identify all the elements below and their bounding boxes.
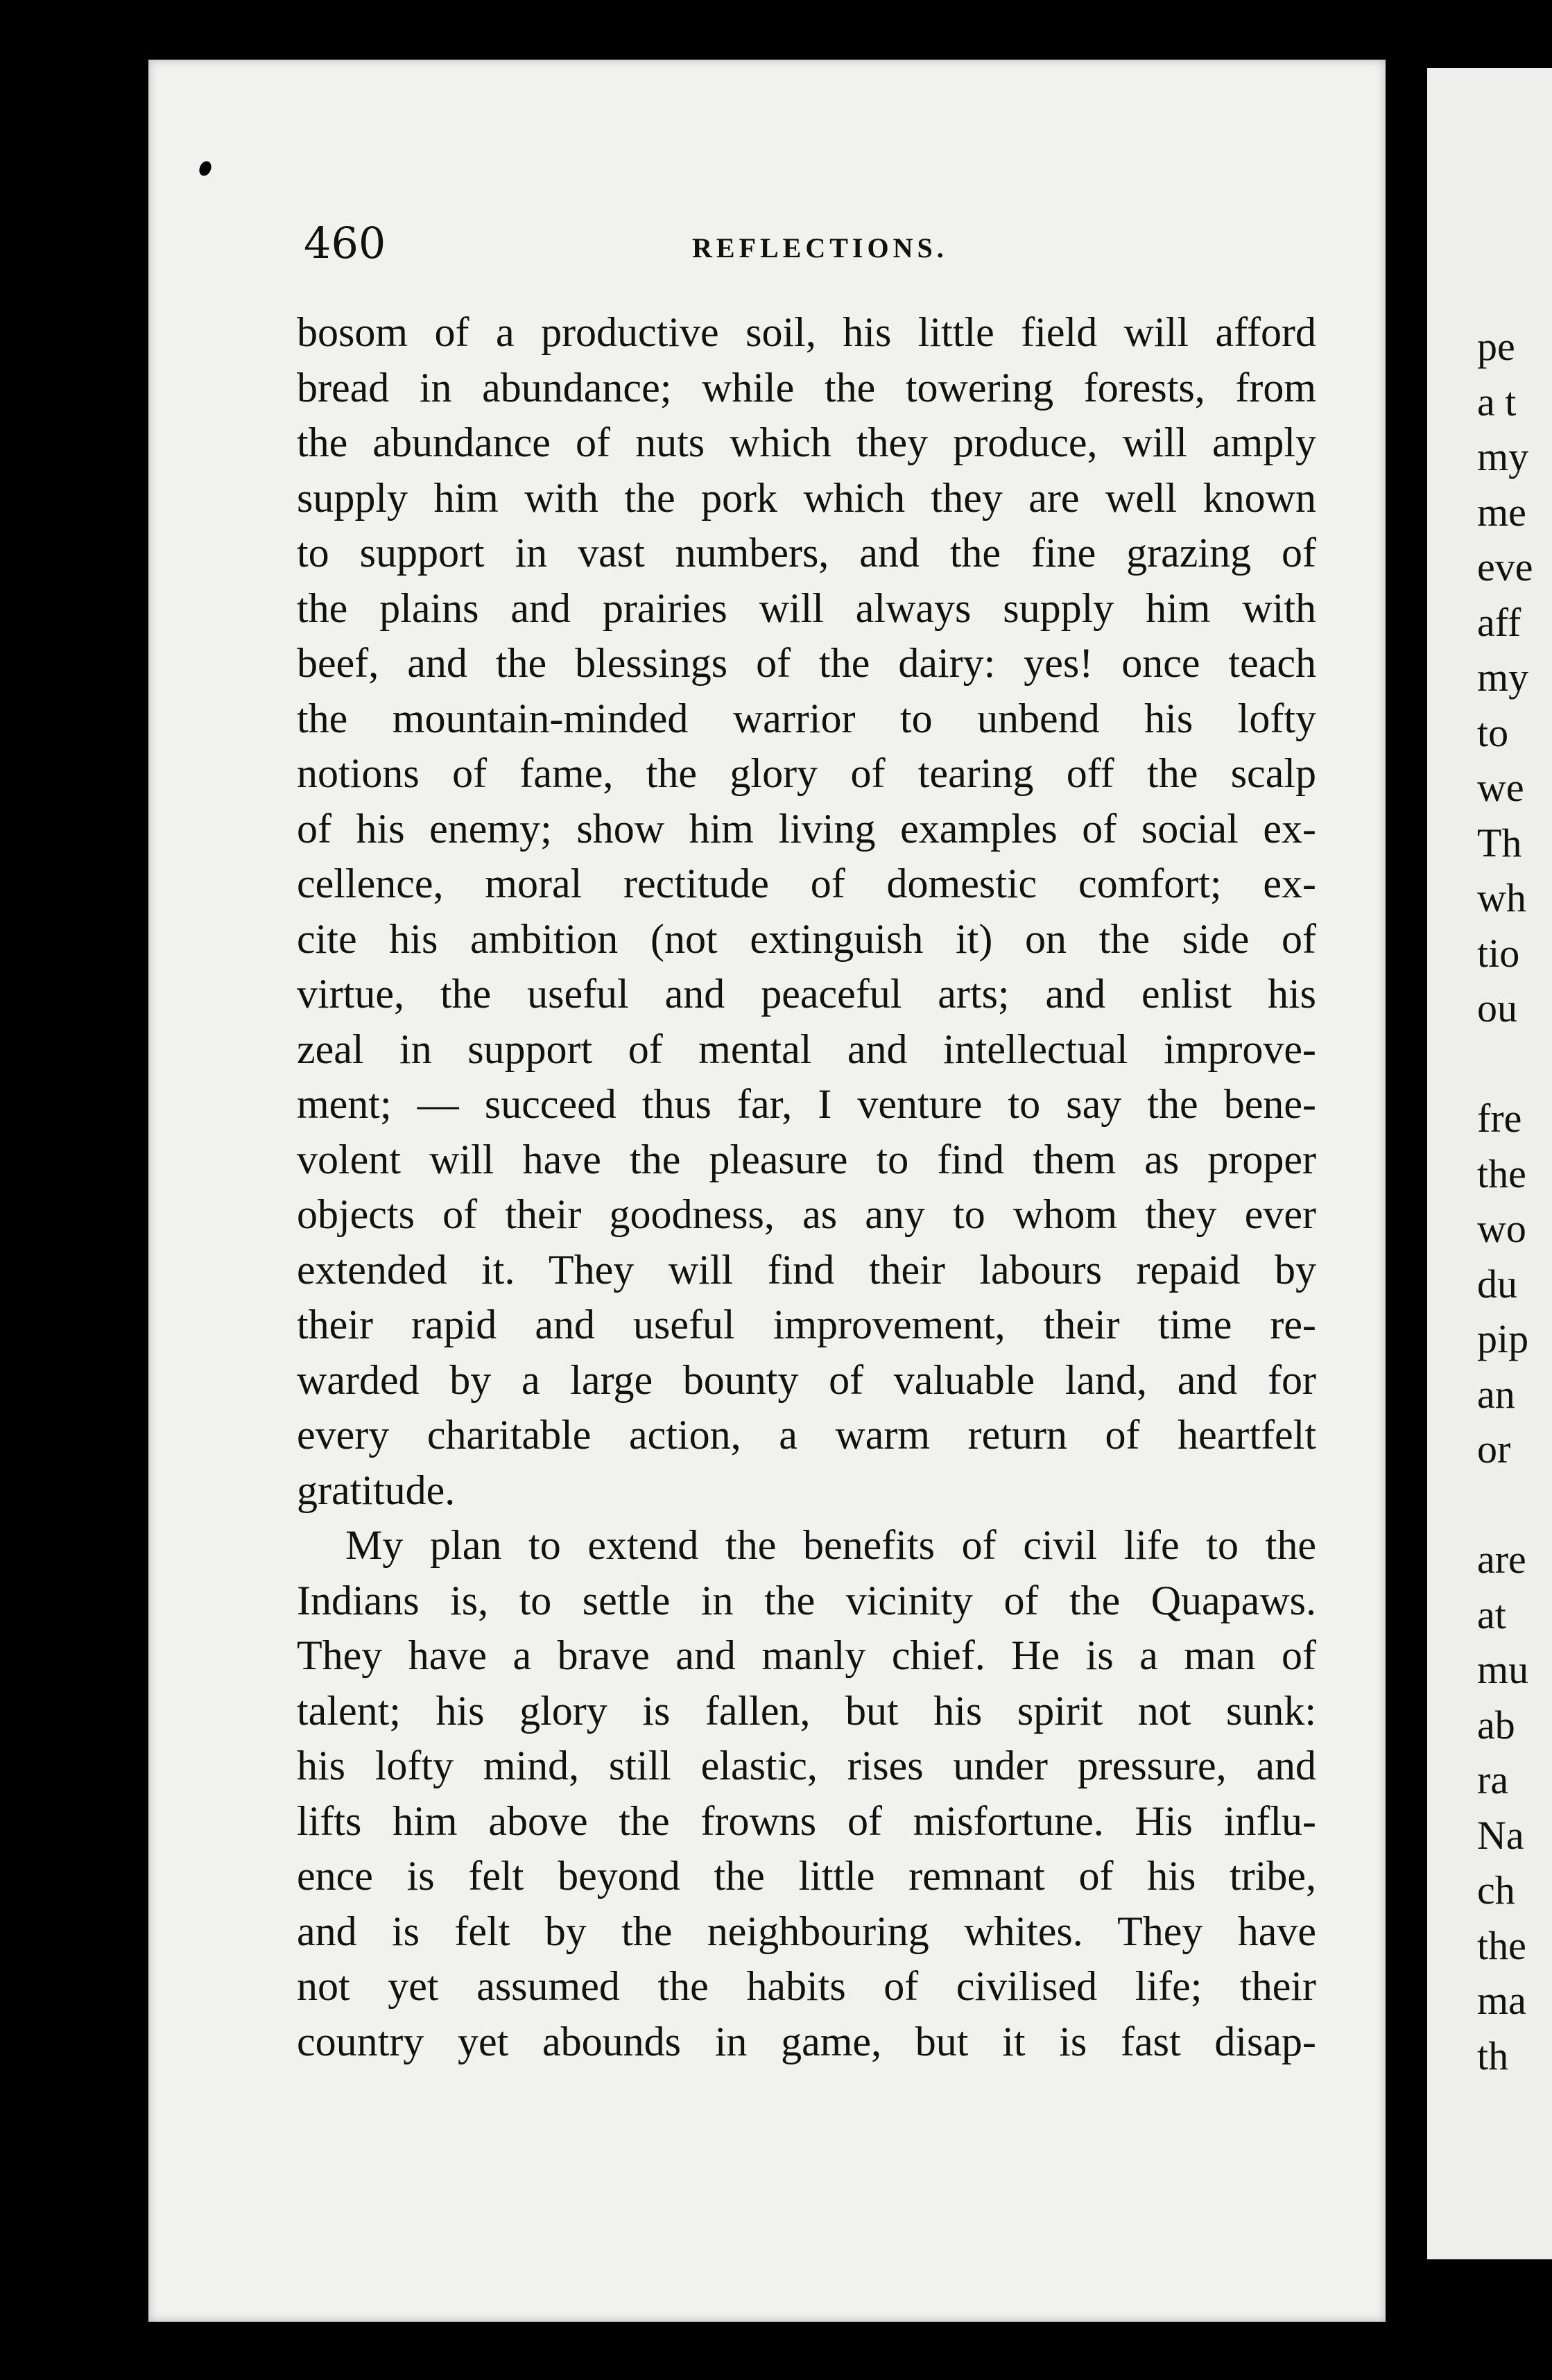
paragraph-2 [297, 1518, 1316, 2069]
adjacent-line: tio [1477, 930, 1520, 976]
text-line: of his enemy; show him living examples of social ex- [297, 805, 1316, 852]
text-line: warded by a large bounty of valuable land, and for [297, 1356, 1316, 1403]
text-line: their rapid and useful improvement, their time re- [297, 1302, 1316, 1347]
adjacent-line: my [1477, 434, 1529, 479]
adjacent-line: aff [1477, 599, 1521, 645]
text-line: They have a brave and manly chief. He is a man of [297, 1632, 1316, 1678]
adjacent-line: ma [1477, 1978, 1526, 2023]
text-line: not yet assumed the habits of civilised life; their [297, 1963, 1316, 2009]
text-line: to support in vast numbers, and the fine grazing of [297, 530, 1316, 576]
adjacent-line: pe [1477, 324, 1515, 369]
adjacent-line: mu [1477, 1647, 1529, 1692]
text-line: bread in abundance; while the towering forests, from [297, 364, 1316, 411]
adjacent-line: wh [1477, 875, 1526, 920]
body-text [297, 305, 1316, 2069]
adjacent-line: or [1477, 1426, 1511, 1472]
running-title: REFLECTIONS. [692, 232, 948, 264]
adjacent-page-text [1477, 319, 1552, 2083]
adjacent-line: Na [1477, 1812, 1524, 1858]
adjacent-line: are [1477, 1537, 1526, 1582]
adjacent-line: fre [1477, 1096, 1522, 1141]
text-line: ment; — succeed thus far, I venture to say the bene- [297, 1081, 1316, 1127]
text-line: cite his ambition (not extinguish it) on the side of [297, 915, 1316, 962]
adjacent-line: an [1477, 1371, 1515, 1417]
adjacent-line [1477, 1477, 1552, 1533]
text-line: the mountain-minded warrior to unbend his lofty [297, 695, 1316, 741]
text-line: bosom of a productive soil, his little field will afford [297, 309, 1316, 355]
text-line: My plan to extend the benefits of civil life to the [345, 1522, 1316, 1568]
paragraph-1 [297, 305, 1316, 1518]
text-line: objects of their goodness, as any to whom they ever [297, 1191, 1316, 1237]
adjacent-line: ch [1477, 1868, 1515, 1913]
page-number: 460 [304, 218, 386, 268]
text-line: zeal in support of mental and intellectual improve- [297, 1026, 1316, 1072]
adjacent-line: the [1477, 1922, 1526, 1968]
adjacent-line: at [1477, 1592, 1506, 1637]
text-line: every charitable action, a warm return of heartfelt [297, 1412, 1316, 1458]
text-line: country yet abounds in game, but it is fast disap- [297, 2018, 1316, 2064]
text-line: the abundance of nuts which they produce, will amply [297, 420, 1316, 465]
text-line: the plains and prairies will always supply him with [297, 585, 1316, 631]
text-line: notions of fame, the glory of tearing off the scalp [297, 750, 1316, 796]
text-line: cellence, moral rectitude of domestic comfort; ex- [297, 861, 1316, 906]
text-line: gratitude. [297, 1467, 456, 1513]
text-line: and is felt by the neighbouring whites. They have [297, 1908, 1316, 1954]
adjacent-line: to [1477, 709, 1509, 755]
text-line: talent; his glory is fallen, but his spirit not sunk: [297, 1687, 1316, 1734]
text-line: supply him with the pork which they are well known [297, 474, 1316, 521]
adjacent-line: ra [1477, 1757, 1509, 1802]
text-line: volent will have the pleasure to find them as proper [297, 1136, 1316, 1182]
running-head [304, 212, 1316, 275]
text-line: ence is felt beyond the little remnant of his tribe, [297, 1853, 1316, 1899]
adjacent-line: du [1477, 1261, 1517, 1307]
adjacent-line: th [1477, 2033, 1509, 2078]
adjacent-line: my [1477, 655, 1529, 700]
text-line: lifts him above the frowns of misfortune. His influ- [297, 1797, 1316, 1844]
adjacent-line: the [1477, 1150, 1526, 1196]
adjacent-line: eve [1477, 544, 1533, 589]
text-line: extended it. They will find their labours repaid by [297, 1246, 1316, 1293]
text-line: Indians is, to settle in the vicinity of the Quapaws. [297, 1577, 1316, 1623]
text-line: beef, and the blessings of the dairy: yes! once teach [297, 640, 1316, 686]
text-line: his lofty mind, still elastic, rises under pressure, and [297, 1743, 1316, 1788]
adjacent-line: ou [1477, 985, 1517, 1031]
adjacent-line: ab [1477, 1702, 1515, 1748]
adjacent-line: a t [1477, 379, 1517, 424]
adjacent-line [1477, 1036, 1552, 1092]
adjacent-line: pip [1477, 1316, 1529, 1361]
adjacent-line: me [1477, 489, 1526, 535]
adjacent-line: Th [1477, 820, 1522, 865]
adjacent-line: wo [1477, 1206, 1526, 1251]
adjacent-line: we [1477, 765, 1524, 810]
text-line: virtue, the useful and peaceful arts; and enlist his [297, 971, 1316, 1017]
